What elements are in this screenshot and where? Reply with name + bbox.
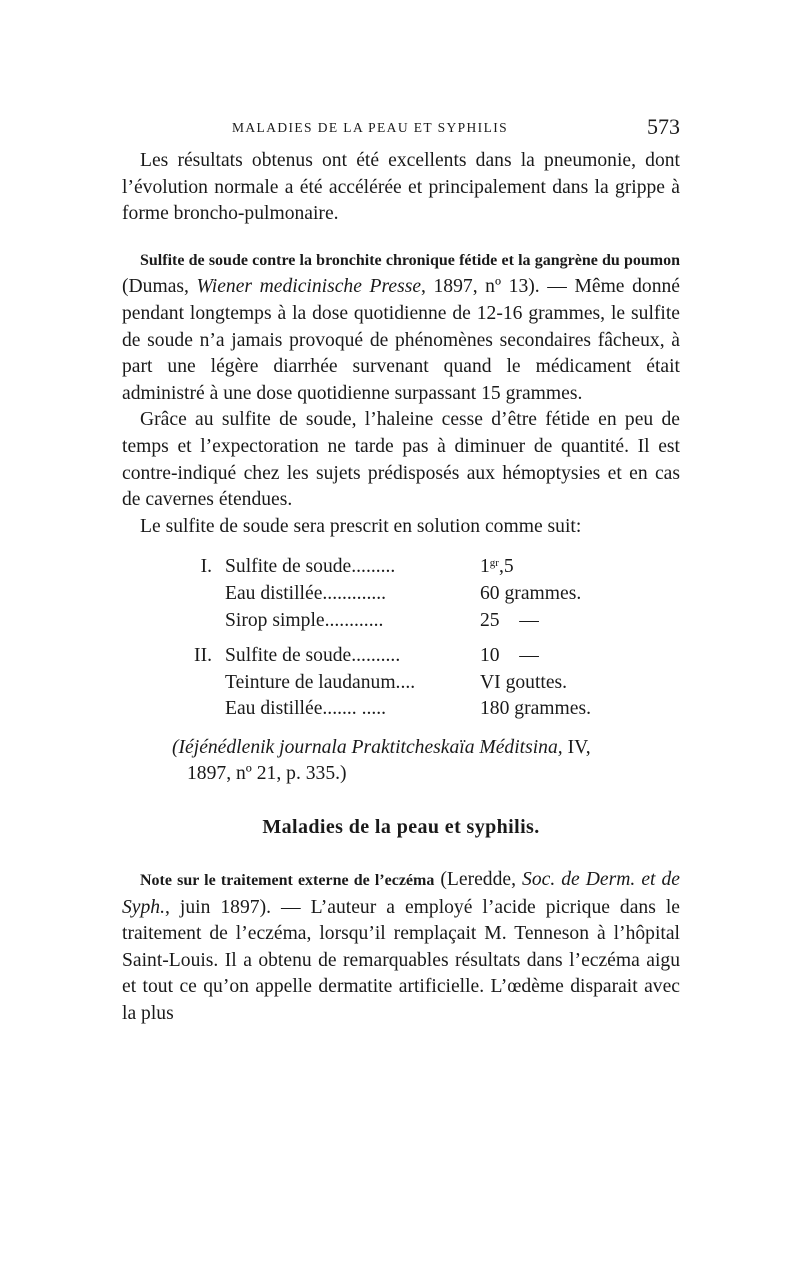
citation-line-2: 1897, nº 21, p. 335.) — [187, 763, 347, 785]
prescription-item: Eau distillée............. — [225, 582, 387, 604]
citation-volume: IV, — [562, 736, 591, 758]
citation — [122, 735, 680, 762]
section-heading: Maladies de la peau et syphilis. — [262, 816, 540, 839]
prescription-row — [122, 554, 680, 581]
article-author-sulfite: (Dumas, — [122, 276, 189, 298]
article-title-sulfite: Sulfite de soude contre la bronchite chronique fétide et la gangrène du poumon — [140, 251, 680, 269]
article-author-eczema: (Leredde, — [434, 869, 516, 891]
prescription-2 — [122, 643, 680, 723]
prescription-quantity: 180 grammes. — [480, 698, 592, 720]
prescription-row — [122, 643, 680, 670]
prescription-row — [122, 696, 680, 723]
prescription-quantity: VI gouttes. — [480, 671, 568, 693]
prescription-numeral: II. — [194, 645, 212, 667]
prescription-quantity: 60 grammes. — [480, 582, 582, 604]
prescription-item: Teinture de laudanum.... — [225, 671, 416, 693]
article-journal-eczema: Soc. de Derm. et de Syph. — [122, 869, 680, 918]
citation-journal: (Iéjénédlenik journala Praktitcheskaïa Méditsina, — [172, 736, 563, 758]
article-body-sulfite: , 1897, nº 13). — Même donné pendant longtemps à la dose quotidienne de 12-16 grammes, le sulfite de soude n’a jamais provoqué de phénomènes secondaires fâcheux, à part une légère diarrhée survenant quand le médicament était administré à une dose quotidienne surpassant 15 grammes. — [122, 276, 680, 404]
article-journal-sulfite: Wiener medicinische Presse — [196, 276, 422, 298]
prescription-item: Sirop simple............ — [225, 609, 384, 631]
article-sulfite-paragraph-1 — [122, 247, 680, 408]
prescription-row — [122, 581, 680, 608]
prescription-quantity: 25 — — [480, 609, 539, 631]
prescription-item: Sulfite de soude......... — [225, 556, 396, 578]
article-body-eczema: , juin 1897). — L’auteur a employé l’acide picrique dans le traitement de l’eczéma, lorsqu’il remplaçait M. Tenneson à l’hôpital Saint-Louis. Il a obtenu de remarquables résultats dans l’eczéma aigu et tout ce qu’on appelle dermatite artificielle. L’œdème disparait avec la plus — [122, 896, 680, 1025]
prescription-item: Eau distillée....... ..... — [225, 698, 387, 720]
prescription-1 — [122, 554, 680, 634]
running-head — [122, 108, 680, 148]
article-sulfite-paragraph-2: Grâce au sulfite de soude, l’haleine cesse d’être fétide en peu de temps et l’expectoration ne tarde pas à diminuer de quantité. Il est contre-indiqué chez les sujets prédisposés aux hémoptysies et en cas de cavernes étendues. — [122, 409, 680, 511]
running-title: MALADIES DE LA PEAU ET SYPHILIS — [232, 120, 509, 135]
prescriptions — [122, 554, 680, 723]
article-title-eczema: Note sur le traitement externe de l’eczéma — [140, 872, 435, 890]
article-eczema-paragraph — [122, 867, 680, 1028]
article-sulfite-paragraph-3: Le sulfite de soude sera prescrit en solution comme suit: — [140, 515, 582, 537]
prescription-item: Sulfite de soude.......... — [225, 645, 401, 667]
prescription-quantity: $1^{gr},5$ — [480, 556, 514, 578]
prescription-row — [122, 608, 680, 635]
page — [122, 108, 680, 1028]
prescription-row — [122, 670, 680, 697]
prescription-numeral: I. — [200, 556, 212, 578]
prescription-quantity: 10 — — [480, 645, 539, 667]
intro-paragraph: Les résultats obtenus ont été excellents dans la pneumonie, dont l’évolution normale a été accélérée et principalement dans la grippe à forme broncho-pulmonaire. — [122, 150, 680, 225]
page-number: 573 — [647, 114, 680, 139]
